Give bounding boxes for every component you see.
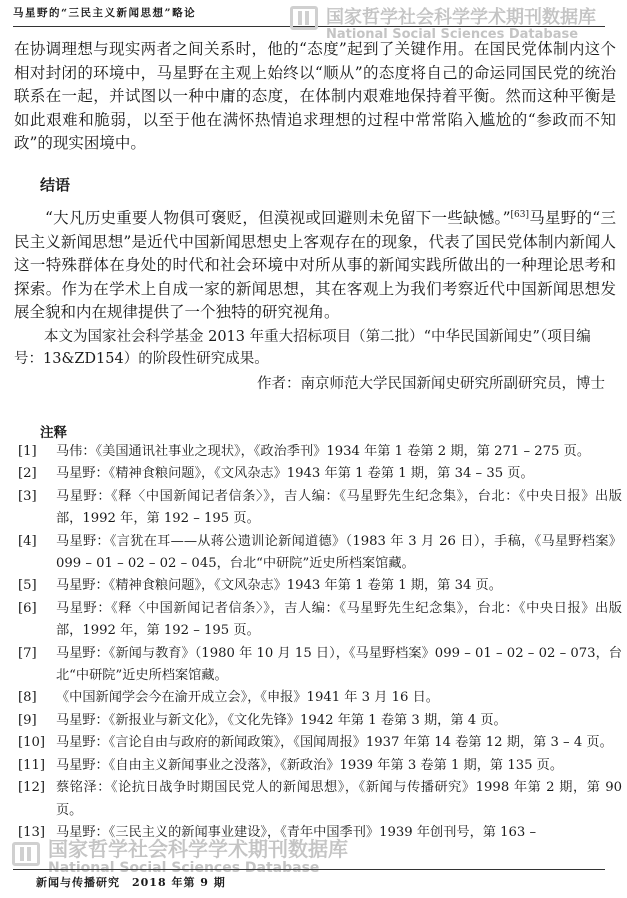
note-text: 马星野：《新报业与新文化》，《文化先锋》1942 年第 1 卷第 3 期，第 4 页。 bbox=[56, 712, 507, 728]
note-number: [5] bbox=[18, 578, 37, 594]
section-title-conclusion: 结语 bbox=[40, 176, 71, 194]
note-number: [3] bbox=[18, 488, 37, 504]
note-item bbox=[14, 687, 622, 709]
footer-journal-issue: 新闻与传播研究 2018 年第 9 期 bbox=[36, 876, 226, 889]
note-item bbox=[14, 531, 622, 576]
note-text: 马星野：《新闻与教育》（1980 年 10 月 15 日），《马星野档案》099 – 01 – 02 – 02 – 073，台北“中研院”近史所档案馆藏。 bbox=[56, 645, 622, 684]
note-number: [7] bbox=[18, 645, 37, 661]
note-item bbox=[14, 777, 622, 822]
note-number: [10] bbox=[18, 735, 46, 751]
note-text: 马星野：《言论自由与政府的新闻政策》，《国闻周报》1937 年第 14 卷第 12 期，第 3 – 4 页。 bbox=[56, 735, 613, 751]
note-text: 马星野：《精神食粮问题》，《文风杂志》1943 年第 1 卷第 1 期，第 34 – 35 页。 bbox=[56, 466, 534, 482]
footer-watermark-logo-icon bbox=[12, 842, 40, 866]
note-number: [9] bbox=[18, 712, 37, 728]
note-number: [2] bbox=[18, 466, 37, 482]
funding-note: 本文为国家社会科学基金 2013 年重大招标项目（第二批）“中华民国新闻史”（项目编号：13&ZD154）的阶段性研究成果。 bbox=[14, 329, 591, 367]
note-number: [4] bbox=[18, 533, 37, 549]
note-item bbox=[14, 486, 622, 531]
footer-watermark-cn: 国家哲学社会科学学术期刊数据库 bbox=[48, 837, 348, 861]
footer-watermark-en: National Social Sciences Database bbox=[48, 860, 320, 876]
header-watermark-en: National Social Sciences Database bbox=[326, 27, 579, 42]
body-paragraph-1: 在协调理想与现实两者之间关系时，他的“态度”起到了关键作用。在国民党体制内这个相对封闭的环境中，马星野在主观上始终以“顺从”的态度将自己的命运同国民党的统治联系在一起，并试图以一种中庸的态度，在体制内艰难地保持着平衡。然而这种平衡是如此艰难和脆弱，以至于他在满怀热情追求理想的过程中常常陷入尴尬的“参政而不知政”的现实困境中。 bbox=[14, 40, 616, 152]
note-text: 马星野：《释〈中国新闻记者信条〉》，吉人编：《马星野先生纪念集》，台北：《中央日报》出版部，1992 年，第 192 – 195 页。 bbox=[56, 600, 622, 639]
note-number: [6] bbox=[18, 600, 37, 616]
notes-list bbox=[14, 441, 622, 844]
note-item bbox=[14, 643, 622, 688]
note-item bbox=[14, 732, 622, 754]
note-number: [13] bbox=[18, 824, 46, 840]
note-number: [1] bbox=[18, 444, 37, 459]
quote-text: “大凡历史重要人物俱可褒贬，但漠视或回避则未免留下一些缺憾。” bbox=[45, 209, 511, 228]
paragraph-2-rest: 马星野的“三民主义新闻思想”是近代中国新闻思想史上客观存在的现象，代表了国民党体制内新闻人这一特殊群体在身处的时代和社会环境中对所从事的新闻实践所做出的一种理论思考和探索。作为在学术上自成一家的新闻思想，其在客观上为我们考察近代中国新闻思想发展全貌和内在规律提供了一个独特的研究视角。 bbox=[14, 209, 616, 322]
note-item bbox=[14, 598, 622, 643]
body-paragraph-2 bbox=[14, 204, 616, 325]
note-text: 马星野：《自由主义新闻事业之没落》，《新政治》1939 年第 3 卷第 1 期，第 135 页。 bbox=[56, 757, 564, 773]
note-text: 马星野：《言犹在耳——从蒋公遗训论新闻道德》（1983 年 3 月 26 日），手稿，《马星野档案》099 – 01 – 02 – 02 – 045，台北“中研院”近史所档案馆藏。 bbox=[56, 533, 622, 572]
notes-title: 注释 bbox=[40, 425, 67, 441]
note-text: 蔡铭泽：《论抗日战争时期国民党人的新闻思想》，《新闻与传播研究》1998 年第 2 期，第 90 页。 bbox=[56, 780, 622, 818]
note-number: [8] bbox=[18, 690, 37, 706]
note-item bbox=[14, 463, 622, 485]
watermark-logo-icon bbox=[290, 6, 318, 30]
running-header: 马星野的“三民主义新闻思想”略论 bbox=[13, 7, 197, 19]
footer-rule bbox=[13, 869, 605, 870]
note-text: 马星野：《三民主义的新闻事业建设》，《青年中国季刊》1939 年创刊号，第 163 – bbox=[56, 824, 537, 840]
note-item bbox=[14, 441, 622, 463]
citation-ref: [63] bbox=[510, 210, 529, 220]
note-text: 马星野：《精神食粮问题》，《文风杂志》1943 年第 1 卷第 1 期，第 34 页。 bbox=[56, 578, 502, 594]
header-watermark-cn: 国家哲学社会科学学术期刊数据库 bbox=[326, 7, 596, 28]
note-text: 马星野：《释〈中国新闻记者信条〉》，吉人编：《马星野先生纪念集》，台北：《中央日报》出版部，1992 年，第 192 – 195 页。 bbox=[56, 488, 622, 527]
note-item bbox=[14, 755, 622, 777]
note-number: [11] bbox=[18, 757, 46, 773]
note-number: [12] bbox=[18, 780, 46, 796]
note-text: 《中国新闻学会今在渝开成立会》，《申报》1941 年 3 月 16 日。 bbox=[56, 690, 439, 706]
note-item bbox=[14, 575, 622, 597]
note-item bbox=[14, 710, 622, 732]
note-text: 马伟：《美国通讯社事业之现状》，《政治季刊》1934 年第 1 卷第 2 期，第 271 – 275 页。 bbox=[56, 444, 591, 459]
author-info: 作者：南京师范大学民国新闻史研究所副研究员，博士 bbox=[257, 376, 605, 392]
